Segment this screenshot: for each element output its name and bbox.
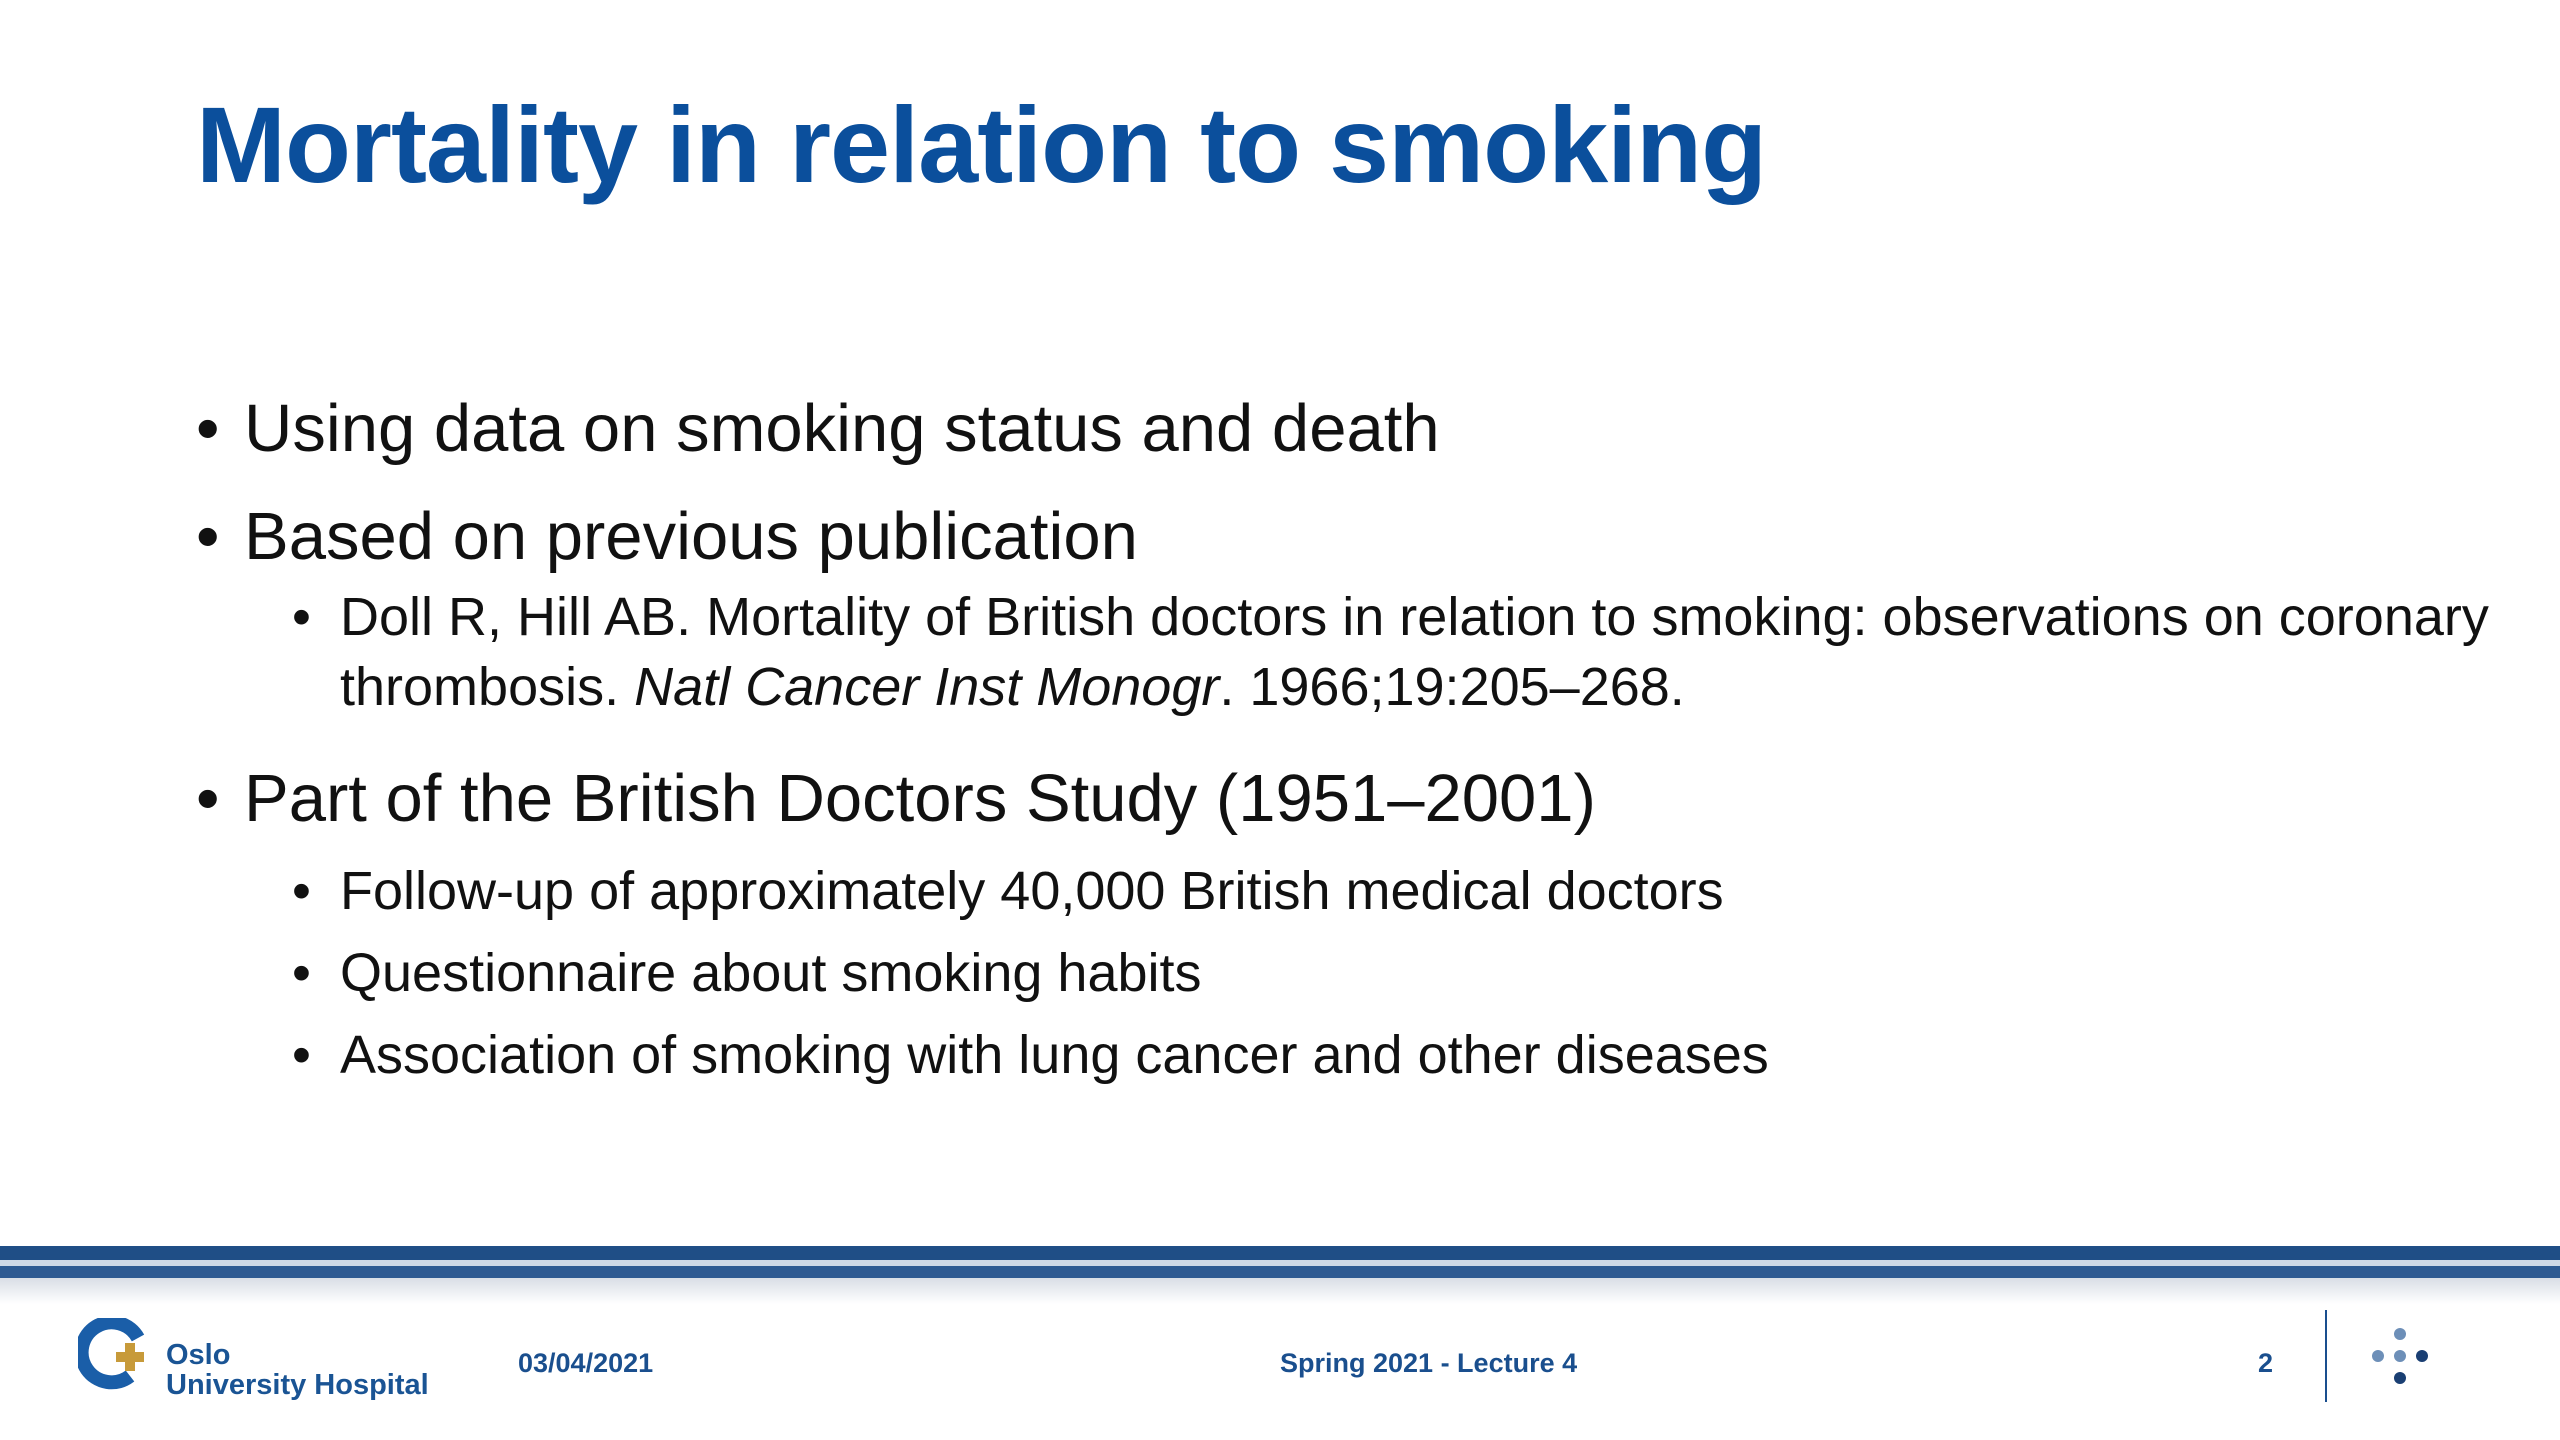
slide-footer (0, 1310, 2560, 1440)
footer-rule-shadow (0, 1278, 2560, 1304)
citation-text: Doll R, Hill AB. Mortality of British doctors in relation to smoking: observations on coronary thrombosis. (340, 587, 2489, 717)
sub-bullet-item (196, 1020, 2396, 1090)
bullet-marker: • (292, 943, 311, 1003)
bullet-text: Part of the British Doctors Study (1951–2001) (244, 761, 1596, 836)
slide-title: Mortality in relation to smoking (196, 84, 1767, 205)
bullet-marker: • (196, 499, 220, 574)
bullet-text: Follow-up of approximately 40,000 British medical doctors (340, 861, 1724, 921)
sub-bullet-item (196, 856, 2396, 926)
sub-bullet-item (196, 582, 2560, 722)
footer-rule-lower (0, 1266, 2560, 1278)
bullet-text: Using data on smoking status and death (244, 391, 1440, 466)
hospital-logo-icon (78, 1318, 150, 1390)
navigation-dots-icon (2370, 1326, 2430, 1386)
bullet-marker: • (292, 587, 311, 647)
bullet-text: Association of smoking with lung cancer and other diseases (340, 1025, 1769, 1085)
sub-bullet-item (196, 938, 2396, 1008)
organization-name (166, 1340, 429, 1400)
footer-date: 03/04/2021 (518, 1348, 654, 1378)
citation-journal: Natl Cancer Inst Monogr (634, 657, 1220, 717)
bullet-item (196, 384, 2396, 474)
organization-name-line1: Oslo (166, 1339, 231, 1371)
bullet-text: Questionnaire about smoking habits (340, 943, 1202, 1003)
bullet-item (196, 492, 2396, 582)
bullet-list (196, 384, 2489, 1090)
citation-details: . 1966;19:205–268. (1219, 657, 1685, 717)
bullet-text: Based on previous publication (244, 499, 1138, 574)
footer-course: Spring 2021 - Lecture 4 (1280, 1348, 1578, 1378)
bullet-item (196, 754, 2396, 844)
bullet-marker: • (196, 391, 220, 466)
bullet-marker: • (292, 1025, 311, 1085)
organization-name-line2: University Hospital (166, 1369, 429, 1401)
bullet-marker: • (292, 861, 311, 921)
bullet-marker: • (196, 761, 220, 836)
footer-rule (0, 1246, 2560, 1260)
slide-number: 2 (2258, 1348, 2274, 1378)
footer-divider (2325, 1310, 2327, 1402)
